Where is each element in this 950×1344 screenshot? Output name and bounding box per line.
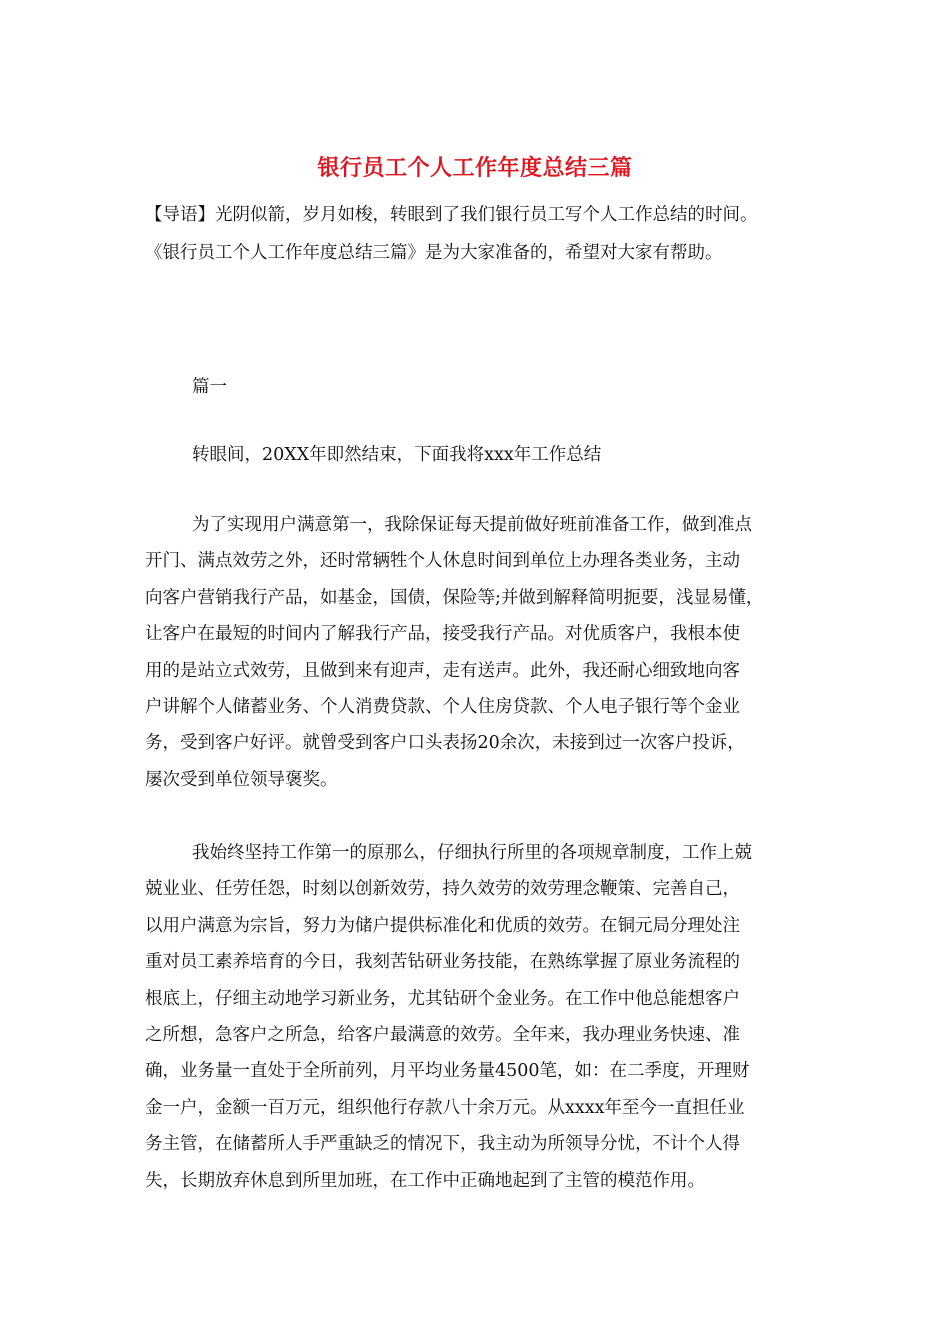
intro-block bbox=[145, 196, 825, 272]
paragraph-line: 兢业业、任劳任怨，时刻以创新效劳，持久效劳的效劳理念鞭策、完善自己， bbox=[145, 879, 740, 900]
paragraph-line: 用的是站立式效劳，且做到来有迎声，走有送声。此外，我还耐心细致地向客 bbox=[145, 660, 740, 681]
paragraph bbox=[145, 835, 825, 1199]
paragraph-line: 之所想，急客户之所急，给客户最满意的效劳。全年来，我办理业务快速、准 bbox=[145, 1025, 740, 1046]
paragraph-line: 向客户营销我行产品，如基金，国债，保险等;并做到解释简明扼要，浅显易懂， bbox=[145, 587, 764, 608]
paragraph-line: 开门、满点效劳之外，还时常辆牲个人休息时间到单位上办理各类业务，主动 bbox=[145, 551, 740, 572]
intro-line: 【导语】光阴似箭，岁月如梭，转眼到了我们银行员工写个人工作总结的时间。 bbox=[145, 205, 758, 225]
document-title: 银行员工个人工作年度总结三篇 bbox=[317, 155, 633, 181]
paragraph-line: 务，受到客户好评。就曾受到客户口头表扬20余次，未接到过一次客户投诉， bbox=[145, 733, 745, 754]
paragraph-line: 务主管，在储蓄所人手严重缺乏的情况下，我主动为所领导分忧，不计个人得 bbox=[145, 1134, 740, 1155]
paragraph-line: 金一户，金额一百万元，组织他行存款八十余万元。从xxxx年至今一直担任业 bbox=[145, 1097, 745, 1118]
paragraph-line: 重对员工素养培育的今日，我刻苦钻研业务技能，在熟练掌握了原业务流程的 bbox=[145, 952, 740, 973]
paragraph bbox=[145, 507, 825, 798]
paragraph-line: 屡次受到单位领导褒奖。 bbox=[145, 769, 338, 790]
paragraph-line: 让客户在最短的时间内了解我行产品，接受我行产品。对优质客户，我根本使 bbox=[145, 624, 740, 645]
paragraph-line: 失，长期放弃休息到所里加班，在工作中正确地起到了主管的模范作用。 bbox=[145, 1170, 705, 1191]
paragraph-line: 为了实现用户满意第一，我除保证每天提前做好班前准备工作，做到准点 bbox=[192, 515, 752, 535]
intro-line: 《银行员工个人工作年度总结三篇》是为大家准备的，希望对大家有帮助。 bbox=[145, 243, 723, 263]
paragraph-line: 转眼间，20XX年即然结束，下面我将xxx年工作总结 bbox=[192, 445, 602, 465]
paragraph-line: 我始终坚持工作第一的原那么，仔细执行所里的各项规章制度，工作上兢 bbox=[192, 843, 752, 863]
section-heading: 篇一 bbox=[192, 377, 227, 397]
paragraph bbox=[145, 437, 825, 473]
paragraph-line: 确，业务量一直处于全所前列，月平均业务量4500笔，如：在二季度，开理财 bbox=[145, 1061, 750, 1082]
paragraph-line: 户讲解个人储蓄业务、个人消费贷款、个人住房贷款、个人电子银行等个金业 bbox=[145, 697, 740, 718]
paragraph-line: 根底上，仔细主动地学习新业务，尤其钻研个金业务。在工作中他总能想客户 bbox=[145, 988, 740, 1009]
paragraph-line: 以用户满意为宗旨，努力为储户提供标准化和优质的效劳。在铜元局分理处注 bbox=[145, 915, 740, 936]
